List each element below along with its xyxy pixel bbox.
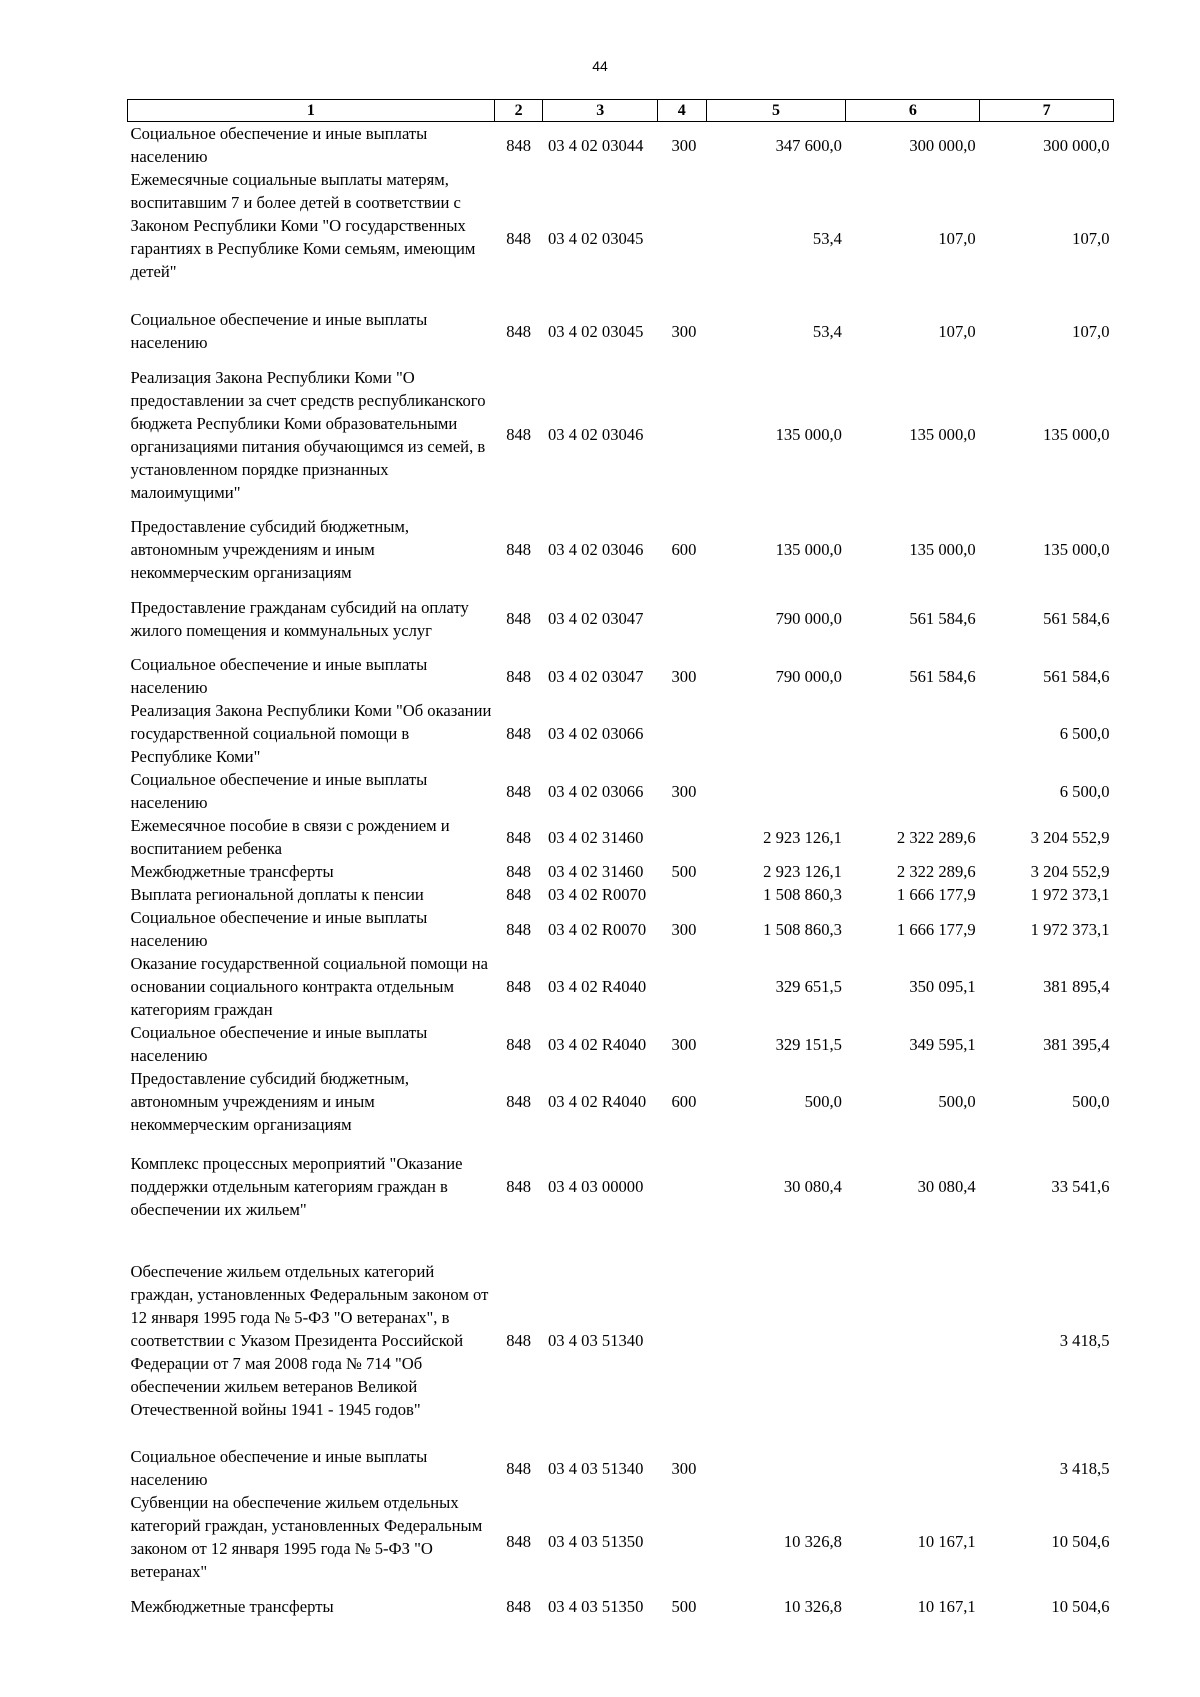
header-col-1: 1 bbox=[128, 100, 495, 122]
row-csr: 03 4 02 R0070 bbox=[547, 919, 647, 939]
row-value-5 bbox=[706, 1236, 846, 1445]
row-value-7: 3 204 552,9 bbox=[1030, 827, 1110, 847]
row-value-7: 1 972 373,1 bbox=[1030, 919, 1110, 939]
header-col-2: 2 bbox=[494, 100, 543, 122]
row-code: 848 bbox=[506, 724, 532, 743]
row-name: Ежемесячное пособие в связи с рождением и воспитанием ребенка bbox=[130, 816, 450, 858]
row-value-6: 2 322 289,6 bbox=[896, 862, 976, 881]
row-value-7: 300 000,0 bbox=[1043, 135, 1110, 155]
row-vr: 300 bbox=[671, 919, 697, 939]
table-row bbox=[128, 1491, 1114, 1591]
row-value-5: 790 000,0 bbox=[775, 666, 842, 686]
row-name: Межбюджетные трансферты bbox=[130, 1596, 334, 1616]
row-value-6: 10 167,1 bbox=[917, 1531, 976, 1551]
row-value-6: 300 000,0 bbox=[909, 135, 976, 155]
row-csr: 03 4 02 03047 bbox=[547, 666, 644, 686]
row-value-6: 2 322 289,6 bbox=[896, 827, 976, 847]
row-value-7: 6 500,0 bbox=[1059, 724, 1110, 743]
row-vr: 300 bbox=[671, 135, 697, 155]
table-row bbox=[128, 906, 1114, 952]
row-csr: 03 4 02 03045 bbox=[547, 228, 644, 248]
row-value-6: 1 666 177,9 bbox=[896, 885, 976, 904]
budget-table bbox=[127, 99, 1114, 1621]
table-row bbox=[128, 1021, 1114, 1067]
row-value-6: 350 095,1 bbox=[909, 977, 976, 996]
row-code: 848 bbox=[506, 1596, 532, 1616]
row-code: 848 bbox=[506, 827, 532, 847]
header-row bbox=[128, 100, 1114, 122]
table-row bbox=[128, 515, 1114, 584]
row-csr: 03 4 02 03046 bbox=[547, 540, 644, 559]
row-vr: 500 bbox=[671, 862, 697, 881]
row-value-5: 1 508 860,3 bbox=[763, 885, 842, 904]
row-name: Социальное обеспечение и иные выплаты населению bbox=[130, 1447, 428, 1489]
row-value-6 bbox=[846, 699, 980, 768]
table-row bbox=[128, 122, 1114, 169]
row-value-5: 10 326,8 bbox=[783, 1596, 842, 1616]
row-csr: 03 4 02 03047 bbox=[547, 609, 644, 628]
row-csr: 03 4 03 51340 bbox=[547, 1331, 644, 1350]
row-name: Социальное обеспечение и иные выплаты населению bbox=[130, 124, 428, 166]
row-value-7: 107,0 bbox=[1072, 321, 1110, 341]
table-row bbox=[128, 860, 1114, 883]
row-value-5: 53,4 bbox=[812, 321, 842, 341]
table-row bbox=[128, 653, 1114, 699]
row-vr bbox=[657, 354, 706, 515]
page-number: 44 bbox=[592, 58, 608, 74]
table-row bbox=[128, 1445, 1114, 1491]
row-value-5: 329 651,5 bbox=[775, 977, 842, 996]
row-value-6: 561 584,6 bbox=[909, 609, 976, 628]
row-name: Реализация Закона Республики Коми "Об оказании государственной социальной помощи в Республике Коми" bbox=[130, 701, 492, 766]
row-name: Предоставление субсидий бюджетным, автономным учреждениям и иным некоммерческим организациям bbox=[130, 517, 410, 582]
row-csr: 03 4 02 R4040 bbox=[547, 1092, 647, 1111]
row-value-5: 2 923 126,1 bbox=[763, 827, 842, 847]
row-code: 848 bbox=[506, 321, 532, 341]
row-value-6: 10 167,1 bbox=[917, 1596, 976, 1616]
row-code: 848 bbox=[506, 135, 532, 155]
row-csr: 03 4 03 51350 bbox=[547, 1596, 644, 1616]
header-col-6: 6 bbox=[846, 100, 980, 122]
row-value-7: 33 541,6 bbox=[1051, 1176, 1110, 1196]
row-name: Комплекс процессных мероприятий "Оказание поддержки отдельным категориям граждан в обеспечении их жильем" bbox=[130, 1153, 463, 1219]
table-row bbox=[128, 354, 1114, 515]
row-code: 848 bbox=[506, 540, 532, 559]
table-row bbox=[128, 1591, 1114, 1621]
table-row bbox=[128, 1067, 1114, 1136]
row-csr: 03 4 02 03046 bbox=[547, 425, 644, 444]
row-vr: 300 bbox=[671, 1458, 697, 1478]
row-value-7: 135 000,0 bbox=[1043, 540, 1110, 559]
row-value-5 bbox=[706, 1445, 846, 1491]
row-value-6: 30 080,4 bbox=[917, 1176, 976, 1196]
table-row bbox=[128, 699, 1114, 768]
row-csr: 03 4 02 03045 bbox=[547, 321, 644, 341]
row-csr: 03 4 03 51350 bbox=[547, 1531, 644, 1551]
row-vr bbox=[657, 1491, 706, 1591]
row-code: 848 bbox=[506, 228, 532, 248]
row-name: Социальное обеспечение и иные выплаты населению bbox=[130, 310, 428, 352]
row-csr: 03 4 03 00000 bbox=[547, 1176, 644, 1196]
row-name: Предоставление гражданам субсидий на оплату жилого помещения и коммунальных услуг bbox=[130, 597, 469, 640]
row-vr bbox=[657, 168, 706, 308]
row-vr: 300 bbox=[671, 666, 697, 686]
row-value-7: 561 584,6 bbox=[1043, 666, 1110, 686]
row-code: 848 bbox=[506, 1458, 532, 1478]
row-vr bbox=[657, 1136, 706, 1236]
table-row bbox=[128, 768, 1114, 814]
row-name: Реализация Закона Республики Коми "О предоставлении за счет средств республиканского бюджета Республики Коми образовательными организациями питания обучающимся из семей, в установленном порядке признанных малоимущими" bbox=[130, 367, 486, 502]
row-value-7: 3 418,5 bbox=[1059, 1458, 1110, 1478]
row-value-6: 500,0 bbox=[938, 1092, 976, 1111]
row-value-6: 135 000,0 bbox=[909, 425, 976, 444]
row-name: Ежемесячные социальные выплаты матерям, воспитавшим 7 и более детей в соответствии с Законом Республики Коми "О государственных гарантиях в Республике Коми семьям, имеющим детей" bbox=[130, 170, 476, 281]
row-vr bbox=[657, 883, 706, 906]
row-name: Социальное обеспечение и иные выплаты населению bbox=[130, 1023, 428, 1065]
row-value-6: 349 595,1 bbox=[909, 1034, 976, 1054]
row-value-5 bbox=[706, 699, 846, 768]
row-value-7: 6 500,0 bbox=[1059, 781, 1110, 801]
row-value-7: 107,0 bbox=[1072, 228, 1110, 248]
row-value-5: 30 080,4 bbox=[783, 1176, 842, 1196]
row-value-7: 561 584,6 bbox=[1043, 609, 1110, 628]
row-value-7: 10 504,6 bbox=[1051, 1531, 1110, 1551]
row-name: Субвенции на обеспечение жильем отдельных категорий граждан, установленных Федеральным законом от 12 января 1995 года № 5-ФЗ "О ветеранах" bbox=[130, 1493, 483, 1581]
row-csr: 03 4 03 51340 bbox=[547, 1458, 644, 1478]
row-csr: 03 4 02 R4040 bbox=[547, 977, 647, 996]
row-vr bbox=[657, 699, 706, 768]
header-col-3: 3 bbox=[543, 100, 658, 122]
row-vr: 500 bbox=[671, 1596, 697, 1616]
row-code: 848 bbox=[506, 1176, 532, 1196]
row-vr: 300 bbox=[671, 781, 697, 801]
row-value-6: 107,0 bbox=[938, 321, 976, 341]
header-col-5: 5 bbox=[706, 100, 846, 122]
row-csr: 03 4 02 R0070 bbox=[547, 885, 647, 904]
row-code: 848 bbox=[506, 1034, 532, 1054]
row-code: 848 bbox=[506, 425, 532, 444]
row-value-6: 1 666 177,9 bbox=[896, 919, 976, 939]
row-code: 848 bbox=[506, 919, 532, 939]
row-vr bbox=[657, 1236, 706, 1445]
row-value-5: 347 600,0 bbox=[775, 135, 842, 155]
row-value-5: 10 326,8 bbox=[783, 1531, 842, 1551]
row-value-6: 135 000,0 bbox=[909, 540, 976, 559]
row-value-6 bbox=[846, 1445, 980, 1491]
row-value-5: 329 151,5 bbox=[775, 1034, 842, 1054]
row-csr: 03 4 02 03044 bbox=[547, 135, 644, 155]
row-csr: 03 4 02 03066 bbox=[547, 781, 644, 801]
row-vr bbox=[657, 584, 706, 653]
row-code: 848 bbox=[506, 781, 532, 801]
row-value-5 bbox=[706, 768, 846, 814]
row-name: Межбюджетные трансферты bbox=[130, 862, 334, 881]
row-name: Социальное обеспечение и иные выплаты населению bbox=[130, 770, 428, 812]
row-value-7: 500,0 bbox=[1072, 1092, 1110, 1111]
row-vr: 300 bbox=[671, 321, 697, 341]
row-name: Выплата региональной доплаты к пенсии bbox=[130, 885, 424, 904]
row-code: 848 bbox=[506, 1092, 532, 1111]
row-code: 848 bbox=[506, 862, 532, 881]
row-value-7: 135 000,0 bbox=[1043, 425, 1110, 444]
row-csr: 03 4 02 31460 bbox=[547, 827, 644, 847]
row-vr bbox=[657, 814, 706, 860]
row-code: 848 bbox=[506, 885, 532, 904]
row-value-5: 1 508 860,3 bbox=[763, 919, 842, 939]
row-value-5: 53,4 bbox=[812, 228, 842, 248]
row-name: Социальное обеспечение и иные выплаты населению bbox=[130, 655, 428, 697]
row-value-5: 790 000,0 bbox=[775, 609, 842, 628]
row-vr: 600 bbox=[671, 1092, 697, 1111]
row-value-6 bbox=[846, 768, 980, 814]
table-row bbox=[128, 1236, 1114, 1445]
row-value-6 bbox=[846, 1236, 980, 1445]
row-value-7: 1 972 373,1 bbox=[1030, 885, 1110, 904]
row-code: 848 bbox=[506, 1531, 532, 1551]
row-code: 848 bbox=[506, 666, 532, 686]
row-csr: 03 4 02 03066 bbox=[547, 724, 644, 743]
row-csr: 03 4 02 31460 bbox=[547, 862, 644, 881]
header-col-7: 7 bbox=[980, 100, 1114, 122]
row-code: 848 bbox=[506, 609, 532, 628]
row-name: Социальное обеспечение и иные выплаты населению bbox=[130, 908, 428, 950]
row-value-7: 3 418,5 bbox=[1059, 1331, 1110, 1350]
row-value-7: 381 895,4 bbox=[1043, 977, 1110, 996]
row-name: Обеспечение жильем отдельных категорий граждан, установленных Федеральным законом от 12 января 1995 года № 5-ФЗ "О ветеранах", в соответствии с Указом Президента Российской Федерации от 7 мая 2008 года № 714 "Об обеспечении жильем ветеранов Великой Отечественной войны 1941 - 1945 годов" bbox=[130, 1262, 489, 1419]
row-name: Оказание государственной социальной помощи на основании социального контракта отдельным категориям граждан bbox=[130, 954, 488, 1019]
table-row bbox=[128, 952, 1114, 1021]
row-code: 848 bbox=[506, 977, 532, 996]
row-value-7: 3 204 552,9 bbox=[1030, 862, 1110, 881]
row-name: Предоставление субсидий бюджетным, автономным учреждениям и иным некоммерческим организациям bbox=[130, 1069, 410, 1134]
row-vr bbox=[657, 952, 706, 1021]
row-value-6: 107,0 bbox=[938, 228, 976, 248]
table-row bbox=[128, 308, 1114, 354]
header-col-4: 4 bbox=[657, 100, 706, 122]
table-row bbox=[128, 168, 1114, 308]
row-value-5: 500,0 bbox=[804, 1092, 842, 1111]
row-value-6: 561 584,6 bbox=[909, 666, 976, 686]
row-vr: 300 bbox=[671, 1034, 697, 1054]
row-value-5: 135 000,0 bbox=[775, 425, 842, 444]
table-row bbox=[128, 1136, 1114, 1236]
row-value-7: 381 395,4 bbox=[1043, 1034, 1110, 1054]
row-csr: 03 4 02 R4040 bbox=[547, 1034, 647, 1054]
row-value-5: 135 000,0 bbox=[775, 540, 842, 559]
table-row bbox=[128, 814, 1114, 860]
row-value-7: 10 504,6 bbox=[1051, 1596, 1110, 1616]
row-value-5: 2 923 126,1 bbox=[763, 862, 842, 881]
table-row bbox=[128, 883, 1114, 906]
table-row bbox=[128, 584, 1114, 653]
row-code: 848 bbox=[506, 1331, 532, 1350]
row-vr: 600 bbox=[671, 540, 697, 559]
